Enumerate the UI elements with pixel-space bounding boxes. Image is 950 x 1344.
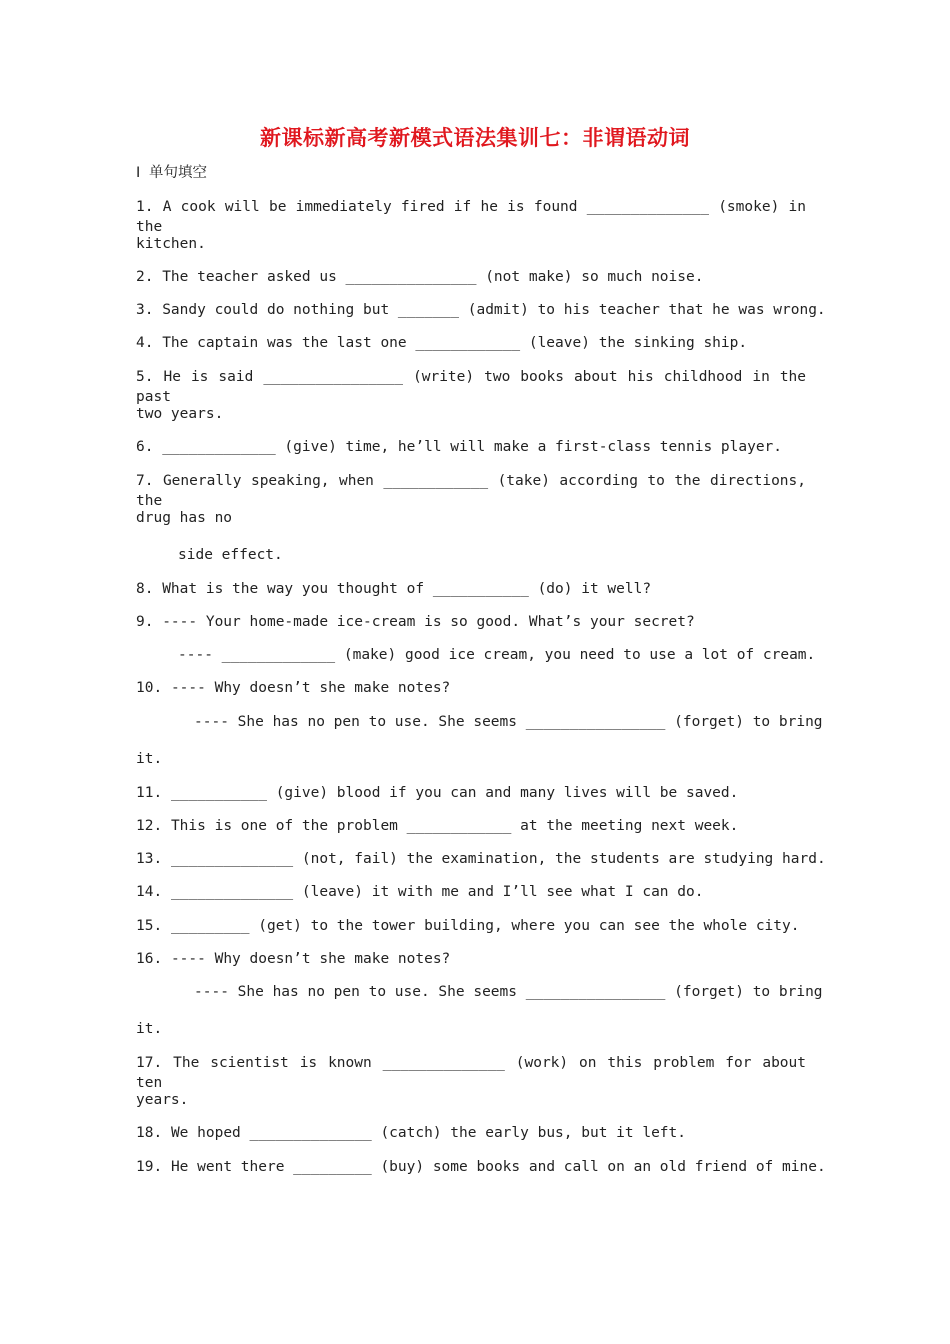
question-15 <box>136 916 799 936</box>
question-10-reply: ---- She has no pen to use. She seems ________________ (forget) to bring <box>194 714 823 730</box>
question-number: 7. <box>136 473 154 489</box>
question-number: 1. <box>136 199 154 215</box>
question-number: 11. <box>136 785 163 801</box>
question-19 <box>136 1157 826 1177</box>
section-heading: Ⅰ 单句填空 <box>136 165 208 181</box>
question-17 <box>136 1053 806 1093</box>
question-text: ______________ (not, fail) the examination, the students are studying hard. <box>170 851 826 867</box>
question-text: _________ (get) to the tower building, where you can see the whole city. <box>170 918 800 934</box>
question-text: We hoped ______________ (catch) the early bus, but it left. <box>170 1125 686 1141</box>
page-title: 新课标新高考新模式语法集训七：非谓语动词 <box>260 126 690 150</box>
question-number: 4. <box>136 335 154 351</box>
question-3 <box>136 300 826 320</box>
question-text: ___________ (give) blood if you can and many lives will be saved. <box>170 785 739 801</box>
question-number: 9. <box>136 614 154 630</box>
question-number: 8. <box>136 581 154 597</box>
question-number: 14. <box>136 884 163 900</box>
question-number: 16. <box>136 951 163 967</box>
question-14 <box>136 882 703 902</box>
question-text: The captain was the last one ____________ (leave) the sinking ship. <box>162 335 748 351</box>
question-18 <box>136 1123 686 1143</box>
question-8 <box>136 579 651 599</box>
question-text: _____________ (give) time, he’ll will make a first-class tennis player. <box>162 439 783 455</box>
question-16-reply: ---- She has no pen to use. She seems ________________ (forget) to bring <box>194 984 823 1000</box>
question-number: 3. <box>136 302 154 318</box>
question-13 <box>136 849 826 869</box>
question-number: 2. <box>136 269 154 285</box>
question-5-continuation: two years. <box>136 406 224 422</box>
question-16-continuation: it. <box>136 1021 163 1037</box>
question-9-reply: ---- _____________ (make) good ice cream, you need to use a lot of cream. <box>178 647 816 663</box>
question-11 <box>136 783 738 803</box>
question-number: 6. <box>136 439 154 455</box>
question-7 <box>136 471 806 511</box>
question-number: 12. <box>136 818 163 834</box>
question-text: ---- Your home-made ice-cream is so good. What’s your secret? <box>162 614 695 630</box>
question-number: 19. <box>136 1159 163 1175</box>
question-10-continuation: it. <box>136 751 163 767</box>
question-text: ---- Why doesn’t she make notes? <box>170 680 451 696</box>
question-number: 15. <box>136 918 163 934</box>
question-number: 18. <box>136 1125 163 1141</box>
question-17-continuation: years. <box>136 1092 189 1108</box>
question-text: ---- Why doesn’t she make notes? <box>170 951 451 967</box>
question-1 <box>136 197 806 237</box>
question-number: 17. <box>136 1055 163 1071</box>
question-6 <box>136 437 782 457</box>
question-16 <box>136 949 450 969</box>
question-text: ______________ (leave) it with me and I’ll see what I can do. <box>170 884 704 900</box>
question-text: Generally speaking, when ____________ (take) according to the directions, the <box>136 473 806 509</box>
question-text: What is the way you thought of ___________ (do) it well? <box>162 581 652 597</box>
question-number: 13. <box>136 851 163 867</box>
question-number: 5. <box>136 369 154 385</box>
question-2 <box>136 267 703 287</box>
question-10 <box>136 678 450 698</box>
question-9 <box>136 612 695 632</box>
question-text: He is said ________________ (write) two books about his childhood in the past <box>136 369 807 405</box>
question-text: A cook will be immediately fired if he is found ______________ (smoke) in the <box>136 199 806 235</box>
question-7-continuation: drug has no <box>136 510 233 526</box>
question-5 <box>136 367 806 407</box>
question-text: Sandy could do nothing but _______ (admit) to his teacher that he was wrong. <box>162 302 826 318</box>
question-text: The teacher asked us _______________ (not make) so much noise. <box>162 269 704 285</box>
question-12 <box>136 816 738 836</box>
question-7-continuation-2: side effect. <box>178 547 283 563</box>
question-1-continuation: kitchen. <box>136 236 206 252</box>
question-text: This is one of the problem ____________ at the meeting next week. <box>170 818 739 834</box>
question-number: 10. <box>136 680 163 696</box>
question-4 <box>136 333 747 353</box>
question-text: The scientist is known ______________ (work) on this problem for about ten <box>136 1055 806 1091</box>
question-text: He went there _________ (buy) some books and call on an old friend of mine. <box>170 1159 826 1175</box>
